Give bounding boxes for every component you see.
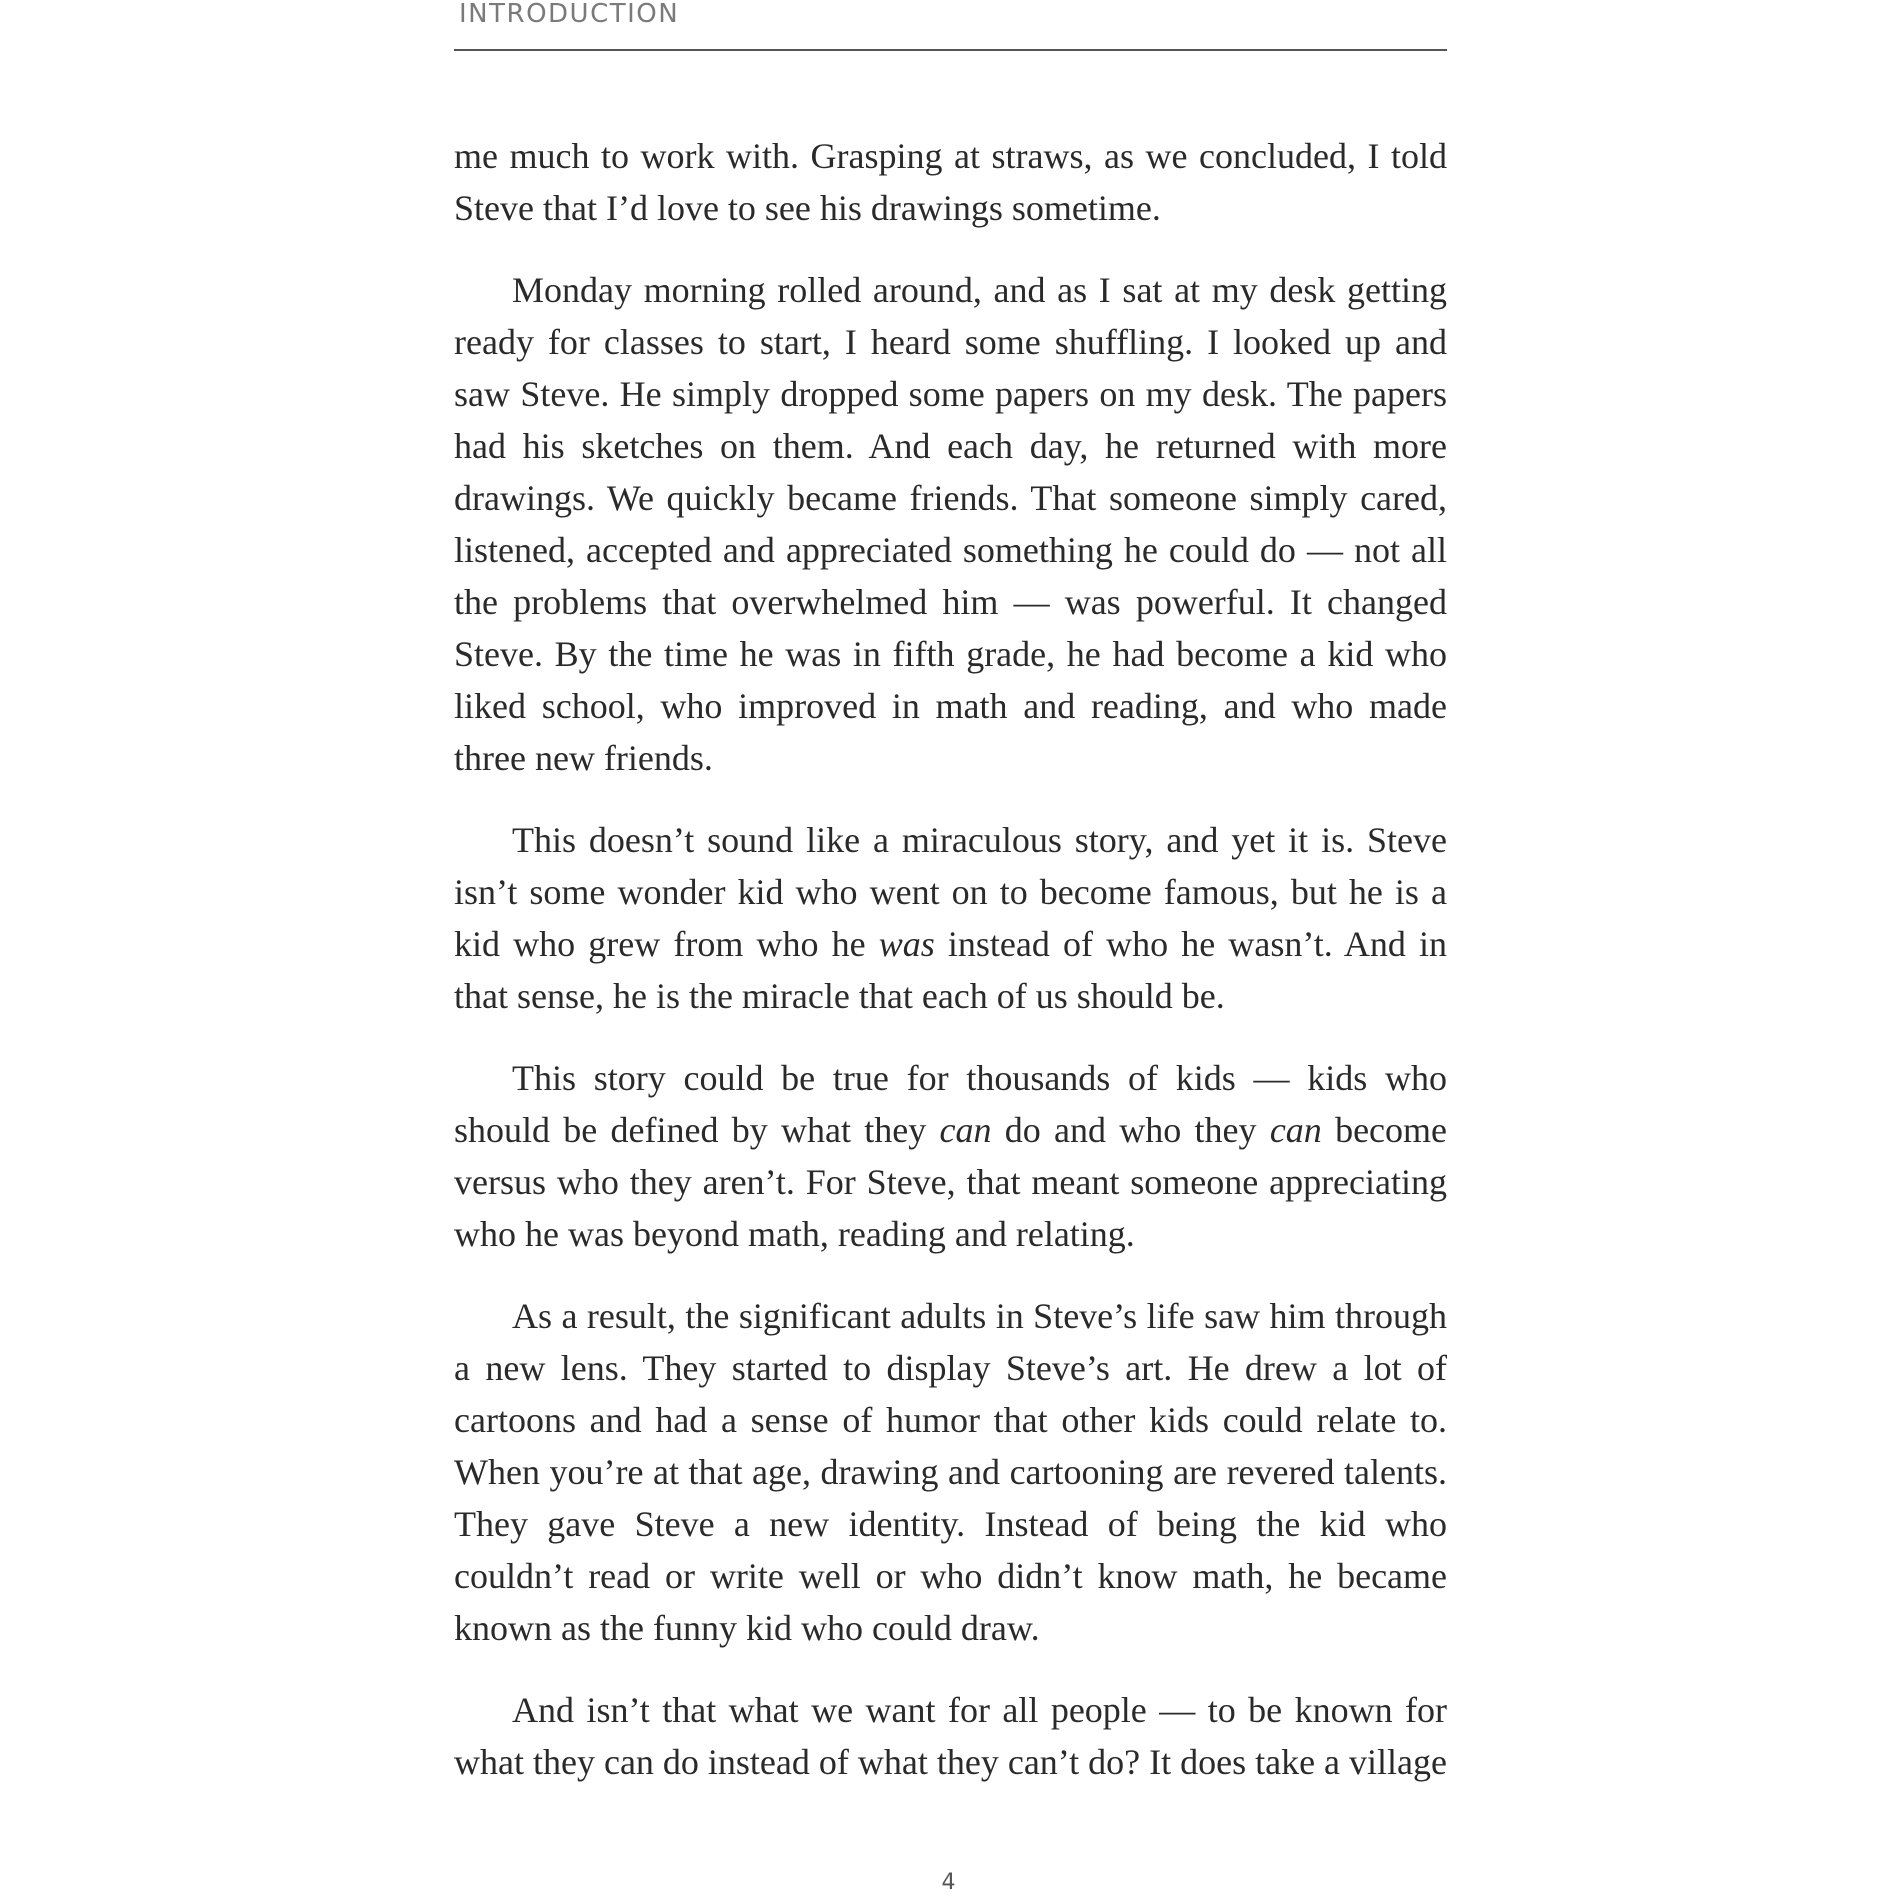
paragraph-1: [454, 130, 1447, 234]
body-text: [454, 130, 1447, 1818]
emphasis: can: [1269, 1110, 1322, 1150]
text-segment: As a result, the significant adults in Steve’s life saw him through a new lens. They started to display Steve’s art. He drew a lot of cartoons and had a sense of humor that other kids could relate to. When you’re at that age, drawing and cartooning are revered talents. They gave Steve a new identity. Instead of being the kid who couldn’t read or write well or who didn’t know math, he became known as the funny kid who could draw.: [454, 1296, 1447, 1648]
header-rule: [454, 49, 1447, 51]
text-segment: Monday morning rolled around, and as I sat at my desk getting ready for classes to start, I heard some shuffling. I looked up and saw Steve. He simply dropped some papers on my desk. The papers had his sketches on them. And each day, he returned with more drawings. We quickly became friends. That someone simply cared, listened, accepted and appreciated something he could do — not all the problems that overwhelmed him — was powerful. It changed Steve. By the time he was in fifth grade, he had become a kid who liked school, who improved in math and reading, and who made three new friends.: [454, 270, 1447, 778]
text-segment: instead of who he wasn’t. And in that sense, he is the miracle that each of us should be.: [454, 924, 1448, 1016]
paragraph-2: [454, 264, 1447, 784]
paragraph-5: [454, 1290, 1447, 1654]
paragraph-6: [454, 1684, 1447, 1788]
page-number: 4: [941, 1870, 956, 1895]
paragraph-4: [454, 1052, 1447, 1260]
text-segment: do and who they: [991, 1110, 1270, 1150]
text-segment: become versus who they aren’t. For Steve, that meant someone appreciating who he was beyond math, reading and relating.: [454, 1110, 1448, 1254]
text-segment: me much to work with. Grasping at straws, as we concluded, I told Steve that I’d love to see his drawings sometime.: [454, 136, 1447, 228]
running-head: INTRODUCTION: [459, 0, 680, 29]
text-segment: This doesn’t sound like a miraculous story, and yet it is. Steve isn’t some wonder kid who went on to become famous, but he is a kid who grew from who he: [454, 820, 1447, 964]
text-segment: This story could be true for thousands of kids — kids who should be defined by what they: [454, 1058, 1447, 1150]
emphasis: was: [878, 924, 935, 964]
text-segment: And isn’t that what we want for all people — to be known for what they can do instead of what they can’t do? It does take a village: [454, 1690, 1447, 1782]
paragraph-3: [454, 814, 1447, 1022]
emphasis: can: [939, 1110, 992, 1150]
